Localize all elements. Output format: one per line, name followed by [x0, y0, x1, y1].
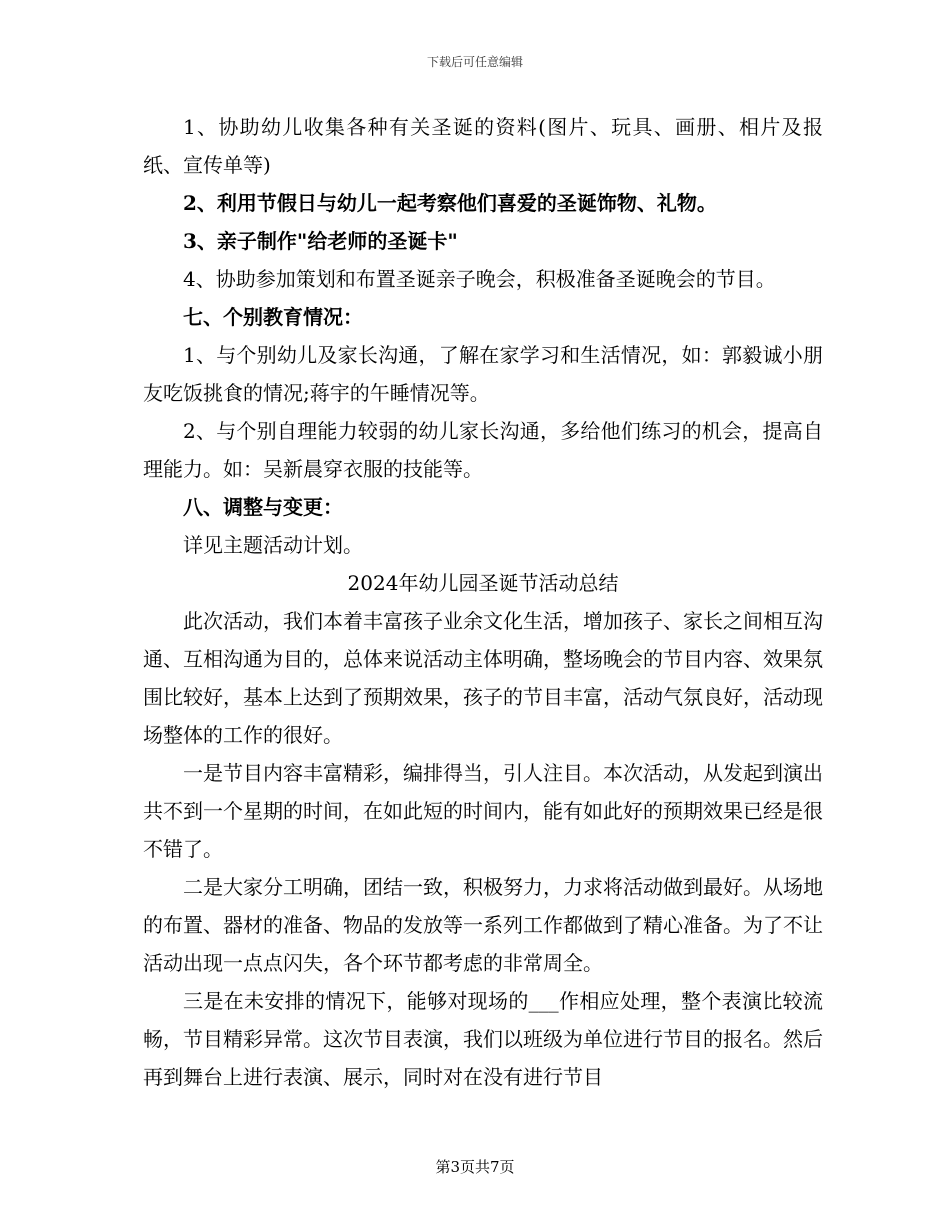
section-heading-8: 八、调整与变更：: [183, 495, 343, 519]
section-heading-7: 七、个别教育情况：: [183, 305, 363, 329]
document-title: 2024年幼儿园圣诞节活动总结: [347, 571, 619, 595]
paragraph-7: 详见主题活动计划。: [183, 533, 363, 557]
paragraph-1: 1、协助幼儿收集各种有关圣诞的资料(图片、玩具、画册、相片及报纸、宣传单等): [143, 115, 823, 177]
paragraph-8: 此次活动，我们本着丰富孩子业余文化生活，增加孩子、家长之间相互沟通、互相沟通为目的，总体来说活动主体明确，整场晚会的节目内容、效果氛围比较好，基本上达到了预期效果，孩子的节目丰富，活动气氛良好，活动现场整体的工作的很好。: [143, 609, 823, 747]
paragraph-9: 一是节目内容丰富精彩，编排得当，引人注目。本次活动，从发起到演出共不到一个星期的时间，在如此短的时间内，能有如此好的预期效果已经是很不错了。: [143, 761, 823, 861]
paragraph-4: 4、协助参加策划和布置圣诞亲子晚会，积极准备圣诞晚会的节目。: [183, 267, 776, 291]
paragraph-3: 3、亲子制作"给老师的圣诞卡": [183, 229, 458, 253]
paragraph-11: 三是在未安排的情况下，能够对现场的___作相应处理，整个表演比较流畅，节目精彩异常。这次节目表演，我们以班级为单位进行节目的报名。然后再到舞台上进行表演、展示，同时对在没有进行节目: [143, 989, 823, 1089]
page-header: 下载后可任意编辑: [426, 55, 523, 69]
document-body: [143, 108, 823, 1096]
paragraph-10: 二是大家分工明确，团结一致，积极努力，力求将活动做到最好。从场地的布置、器材的准备、物品的发放等一系列工作都做到了精心准备。为了不让活动出现一点点闪失，各个环节都考虑的非常周全。: [143, 875, 823, 975]
paragraph-5: 1、与个别幼儿及家长沟通，了解在家学习和生活情况，如：郭毅诚小朋友吃饭挑食的情况;蒋宇的午睡情况等。: [143, 343, 823, 405]
page-footer: 第3页共7页: [435, 1158, 515, 1176]
paragraph-6: 2、与个别自理能力较弱的幼儿家长沟通，多给他们练习的机会，提高自理能力。如：吴新晨穿衣服的技能等。: [143, 419, 823, 481]
paragraph-2: 2、利用节假日与幼儿一起考察他们喜爱的圣诞饰物、礼物。: [183, 191, 717, 215]
